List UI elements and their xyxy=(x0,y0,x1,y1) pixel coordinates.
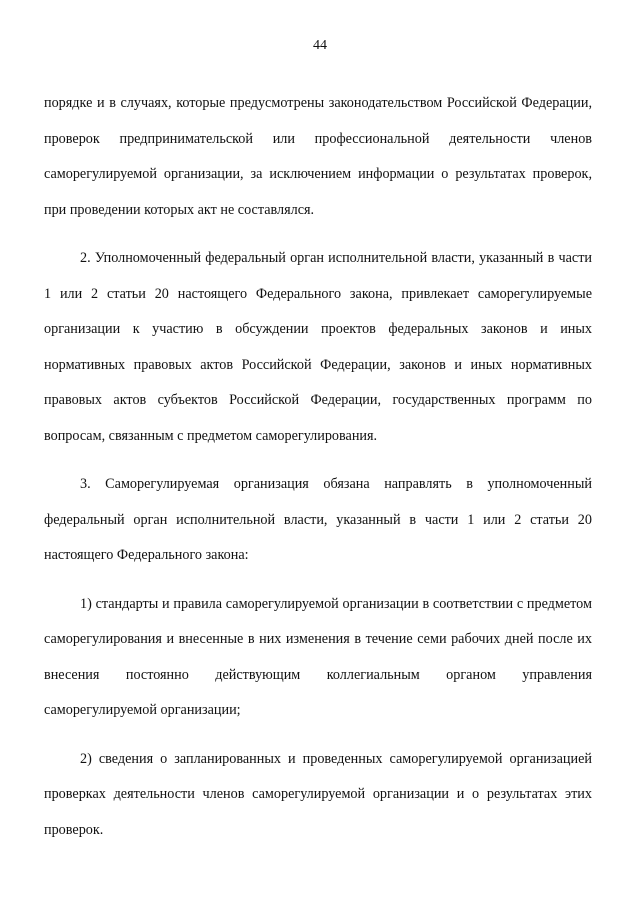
paragraph-clause-3: 3. Саморегулируемая организация обязана направлять в уполномоченный федеральный орган исполнительной власти, указанный в части 1 или 2 статьи 20 настоящего Федерального закона: xyxy=(44,476,592,563)
paragraph-continuation: порядке и в случаях, которые предусмотрены законодательством Российской Федерации, проверок предпринимательской или профессиональной деятельности членов саморегулируемой организации, за исключением информации о результатах проверок, при проведении которых акт не составлялся. xyxy=(44,95,592,218)
paragraph-item-1: 1) стандарты и правила саморегулируемой организации в соответствии с предметом саморегулирования и внесенные в них изменения в течение семи рабочих дней после их внесения постоянно действующим коллегиальным органом управления саморегулируемой организации; xyxy=(44,595,592,718)
paragraph-clause-2: 2. Уполномоченный федеральный орган исполнительной власти, указанный в части 1 или 2 статьи 20 настоящего Федерального закона, привлекает саморегулируемые организации к участию в обсуждении проектов федеральных законов и иных нормативных правовых актов Российской Федерации, законов и иных нормативных правовых актов субъектов Российской Федерации, государственных программ по вопросам, связанным с предметом саморегулирования. xyxy=(44,250,592,444)
paragraph-item-2: 2) сведения о запланированных и проведенных саморегулируемой организацией проверках деятельности членов саморегулируемой организации и о результатах этих проверок. xyxy=(44,750,592,838)
document-body xyxy=(44,86,592,861)
page-number: 44 xyxy=(313,38,327,53)
